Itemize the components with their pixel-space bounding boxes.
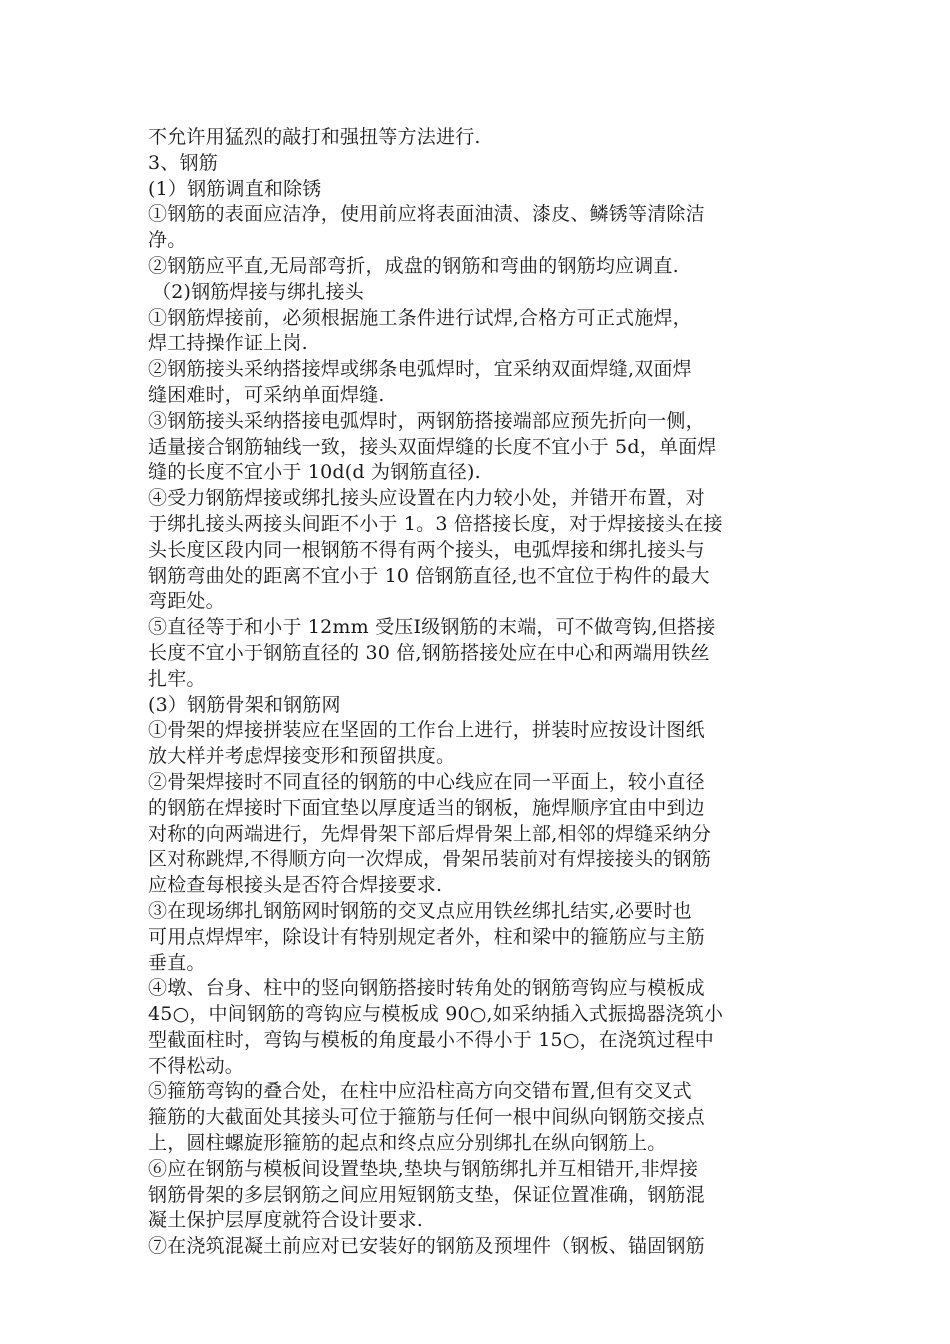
text-line: 可用点焊焊牢，除设计有特别规定者外，柱和梁中的箍筋应与主筋 (148, 925, 705, 948)
text-line: 应检查每根接头是否符合焊接要求. (148, 874, 443, 897)
text-line: 焊工持操作证上岗. (148, 332, 308, 355)
text-line: ⑦在浇筑混凝土前应对已安装好的钢筋及预埋件（钢板、锚固钢筋 (148, 1235, 705, 1258)
document-body (148, 125, 808, 1260)
text-line: 垂直。 (148, 951, 206, 974)
text-line: 对称的向两端进行，先焊骨架下部后焊骨架上部,相邻的焊缝采纳分 (148, 822, 712, 845)
text-line: ⑤直径等于和小于 12mm 受压Ⅰ级钢筋的末端，可不做弯钩,但搭接 (148, 616, 716, 639)
text-line: 弯距处。 (148, 590, 225, 613)
text-line: ②骨架焊接时不同直径的钢筋的中心线应在同一平面上，较小直径 (148, 770, 705, 793)
text-line: 净。 (148, 229, 187, 252)
text-line: ⑤箍筋弯钩的叠合处，在柱中应沿柱高方向交错布置,但有交叉式 (148, 1080, 692, 1103)
text-line: ①骨架的焊接拼装应在坚固的工作台上进行，拼装时应按设计图纸 (148, 719, 705, 742)
text-line: ②钢筋接头采纳搭接焊或绑条电弧焊时，宜采纳双面焊缝,双面焊 (148, 358, 692, 381)
text-line: 箍筋的大截面处其接头可位于箍筋与任何一根中间纵向钢筋交接点 (148, 1106, 705, 1129)
text-line: 上，圆柱螺旋形箍筋的起点和终点应分别绑扎在纵向钢筋上。 (148, 1132, 667, 1155)
subsection-heading: (3）钢筋骨架和钢筋网 (148, 693, 341, 716)
text-line: 不得松动。 (148, 1054, 245, 1077)
text-line: 缝的长度不宜小于 10d(d 为钢筋直径). (148, 461, 481, 484)
text-line: ①钢筋焊接前，必须根据施工条件进行试焊,合格方可正式施焊， (148, 306, 692, 329)
text-line: ③在现场绑扎钢筋网时钢筋的交叉点应用铁丝绑扎结实,必要时也 (148, 899, 692, 922)
subsection-heading: （2)钢筋焊接与绑扎接头 (152, 280, 364, 303)
text-line: 区对称跳焊,不得顺方向一次焊成，骨架吊装前对有焊接接头的钢筋 (148, 848, 712, 871)
text-line: 放大样并考虑焊接变形和预留拱度。 (148, 745, 456, 768)
text-line: 不允许用猛烈的敲打和强扭等方法进行. (148, 126, 481, 148)
text-line: 钢筋骨架的多层钢筋之间应用短钢筋支垫，保证位置准确，钢筋混 (148, 1183, 705, 1206)
text-line: ⑥应在钢筋与模板间设置垫块,垫块与钢筋绑扎并互相错开,非焊接 (148, 1157, 699, 1180)
text-line: ②钢筋应平直,无局部弯折，成盘的钢筋和弯曲的钢筋均应调直. (148, 254, 679, 277)
text-line: 的钢筋在焊接时下面宜垫以厚度适当的钢板，施焊顺序宜由中到边 (148, 796, 705, 819)
text-line: 钢筋弯曲处的距离不宜小于 10 倍钢筋直径,也不宜位于构件的最大 (148, 564, 710, 587)
text-line: 45○，中间钢筋的弯钩应与模板成 90○,如采纳插入式振捣器浇筑小 (148, 1003, 724, 1026)
text-line: 头长度区段内同一根钢筋不得有两个接头，电弧焊接和绑扎接头与 (148, 538, 705, 561)
text-line: ①钢筋的表面应洁净，使用前应将表面油渍、漆皮、鳞锈等清除洁 (148, 203, 705, 226)
text-line: 长度不宜小于钢筋直径的 30 倍,钢筋搭接处应在中心和两端用铁丝 (148, 641, 710, 664)
text-line: ④受力钢筋焊接或绑扎接头应设置在内力较小处，并错开布置，对 (148, 487, 705, 510)
text-line: ④墩、台身、柱中的竖向钢筋搭接时转角处的钢筋弯钩应与模板成 (148, 977, 705, 1000)
subsection-heading: (1）钢筋调直和除锈 (148, 177, 322, 200)
text-line: 型截面柱时，弯钩与模板的角度最小不得小于 15○，在浇筑过程中 (148, 1028, 714, 1051)
section-heading: 3、钢筋 (148, 151, 218, 174)
text-line: ③钢筋接头采纳搭接电弧焊时，两钢筋搭接端部应预先折向一侧， (148, 409, 705, 432)
text-line: 扎牢。 (148, 667, 206, 690)
text-line: 于绑扎接头两接头间距不小于 1。3 倍搭接长度，对于焊接接头在接 (148, 512, 723, 535)
text-line: 适量接合钢筋轴线一致，接头双面焊缝的长度不宜小于 5d，单面焊 (148, 435, 717, 458)
text-line: 凝土保护层厚度就符合设计要求. (148, 1209, 424, 1232)
text-line: 缝困难时，可采纳单面焊缝. (148, 383, 385, 406)
